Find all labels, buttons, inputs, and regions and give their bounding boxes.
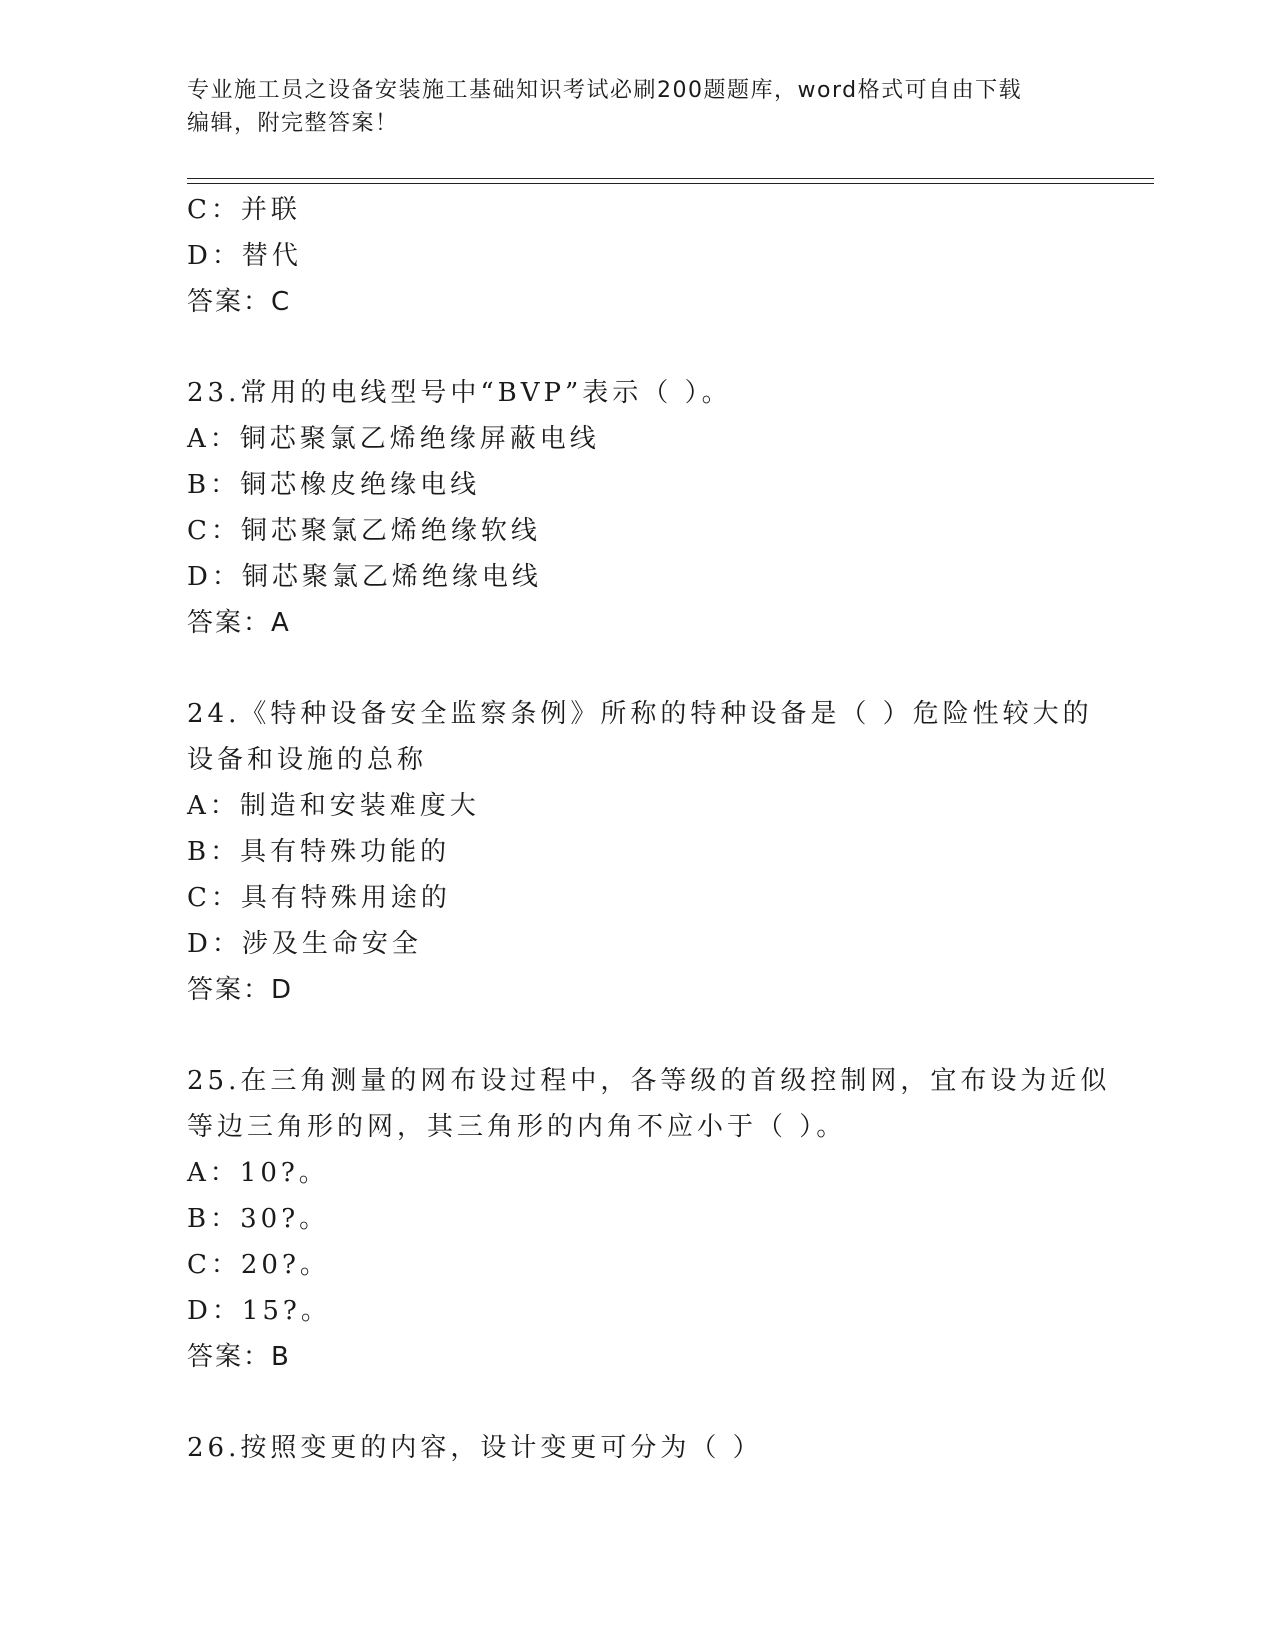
option-b: B：30?。	[187, 1204, 330, 1234]
header-line-2: 编辑，附完整答案！	[187, 111, 399, 136]
option-d: D：15?。	[187, 1296, 331, 1326]
answer-line: 答案：D	[187, 975, 294, 1005]
option-a: A：制造和安装难度大	[187, 791, 480, 821]
answer-line: 答案：A	[187, 608, 291, 638]
header-line-1: 专业施工员之设备安装施工基础知识考试必刷200题题库，word格式可自由下载	[187, 78, 1023, 103]
option-b: B：具有特殊功能的	[187, 837, 451, 867]
question-stem-continued: 等边三角形的网，其三角形的内角不应小于（ ）。	[187, 1112, 847, 1142]
header-rule-top	[187, 178, 1154, 179]
question-stem: 26.按照变更的内容，设计变更可分为（ ）	[187, 1433, 763, 1463]
document-header	[187, 74, 1087, 140]
question-list	[187, 187, 1111, 1471]
question-23	[187, 370, 1087, 646]
header-rule-bottom	[187, 183, 1154, 184]
option-a: A：10?。	[187, 1158, 329, 1188]
option-b: B：铜芯橡皮绝缘电线	[187, 470, 481, 500]
question-stem: 24.《特种设备安全监察条例》所称的特种设备是（ ）危险性较大的	[187, 699, 1093, 729]
option-d: D：铜芯聚氯乙烯绝缘电线	[187, 562, 542, 592]
option-d: D：涉及生命安全	[187, 929, 422, 959]
previous-question-tail	[187, 187, 1087, 325]
option-c: C：20?。	[187, 1250, 330, 1280]
question-stem-continued: 设备和设施的总称	[187, 745, 428, 775]
question-25	[187, 1058, 1111, 1380]
answer-line: 答案：C	[187, 287, 292, 317]
question-stem: 23.常用的电线型号中“BVP”表示（ ）。	[187, 378, 732, 408]
option-c: C：具有特殊用途的	[187, 883, 451, 913]
answer-line: 答案：B	[187, 1342, 291, 1372]
option-c: C：铜芯聚氯乙烯绝缘软线	[187, 516, 541, 546]
question-26	[187, 1425, 1087, 1471]
option-c: C：并联	[187, 195, 301, 225]
question-24	[187, 691, 1093, 1013]
option-a: A：铜芯聚氯乙烯绝缘屏蔽电线	[187, 424, 600, 454]
option-d: D：替代	[187, 241, 302, 271]
question-stem: 25.在三角测量的网布设过程中，各等级的首级控制网，宜布设为近似	[187, 1066, 1111, 1096]
